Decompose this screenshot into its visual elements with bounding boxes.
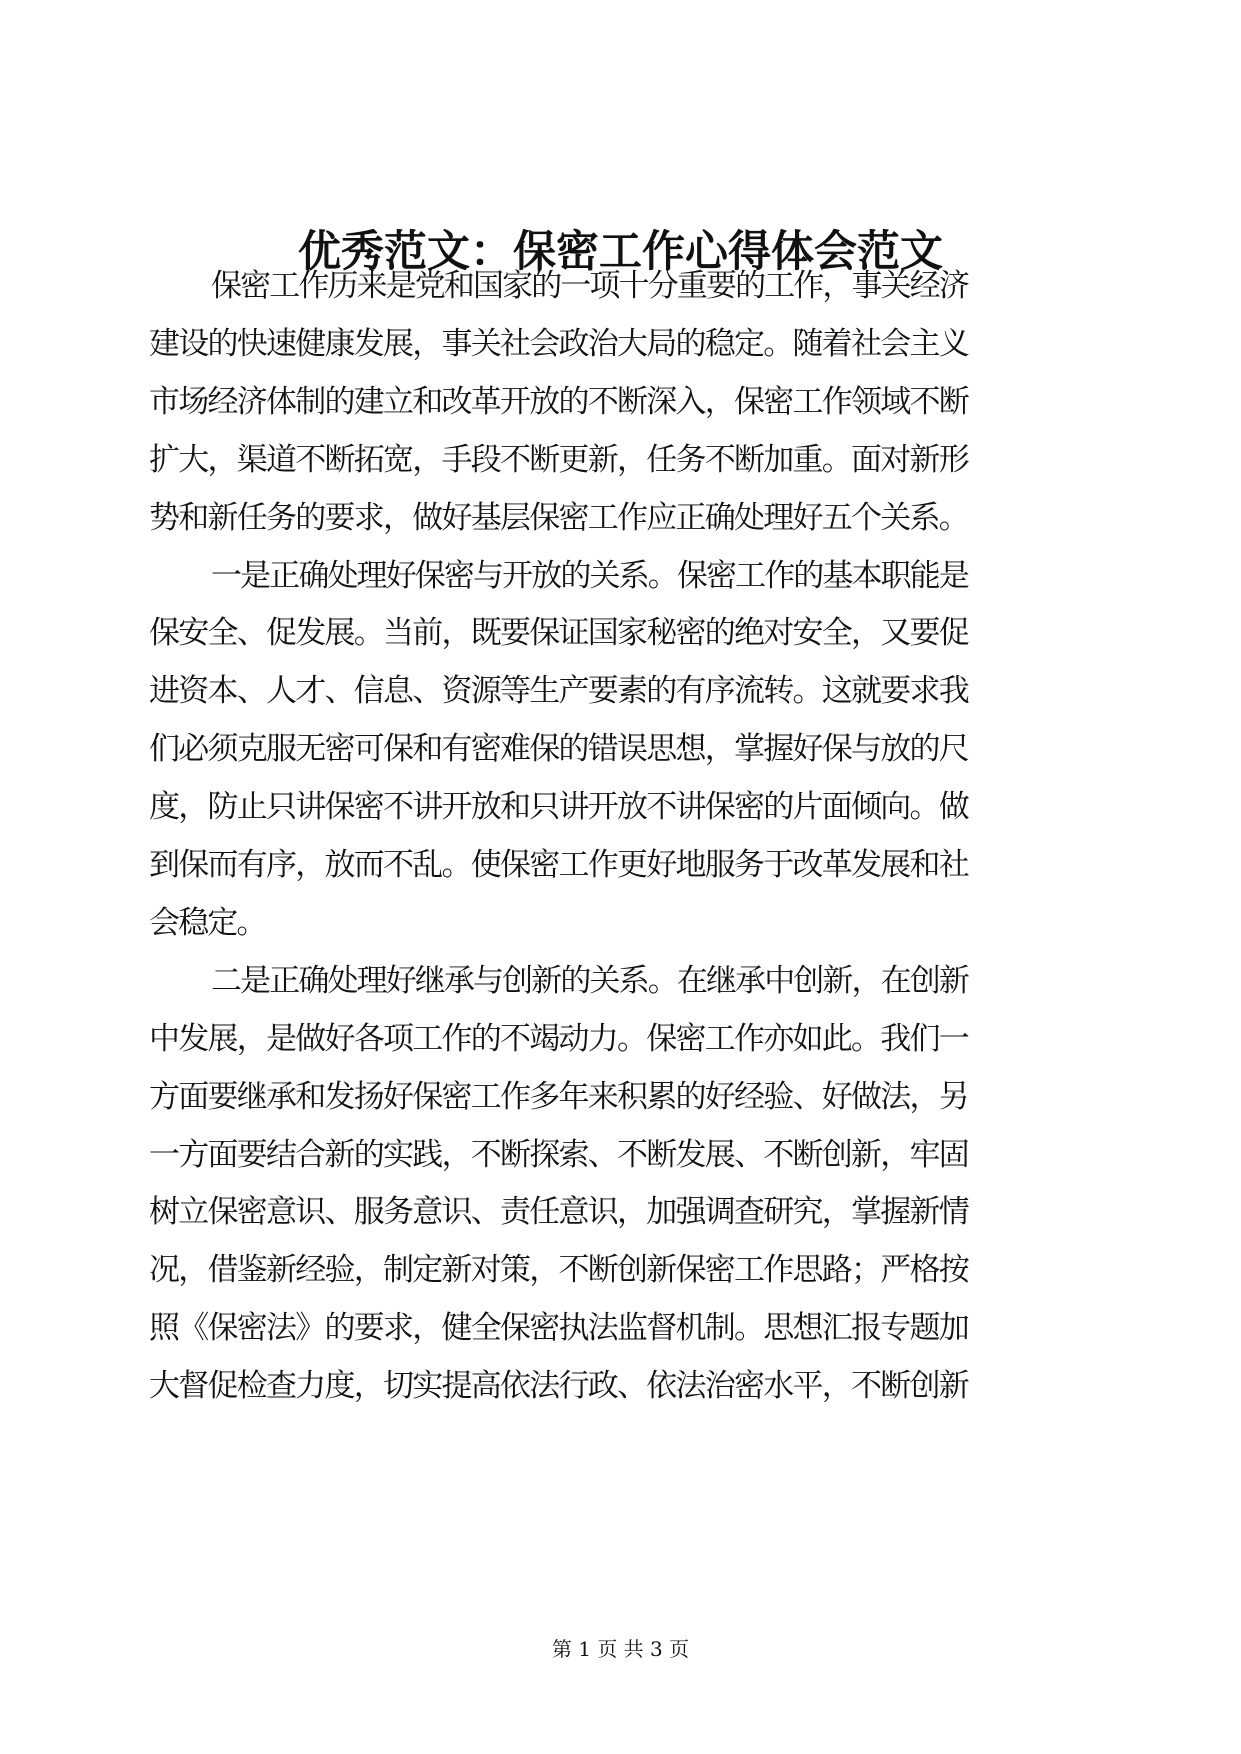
line-text: 保安全、促发展。当前，既要保证国家秘密的绝对安全，又要促 (149, 615, 968, 652)
paragraph-line (0, 1240, 1241, 1300)
line-text: 保密工作历来是党和国家的一项十分重要的工作，事关经济 (211, 268, 968, 304)
paragraph-line (0, 1182, 1241, 1242)
line-text: 们必须克服无密可保和有密难保的错误思想，掌握好保与放的尺 (149, 731, 968, 768)
line-text: 会稳定。 (149, 904, 266, 941)
line-text: 建设的快速健康发展，事关社会政治大局的稳定。随着社会主义 (149, 325, 968, 362)
paragraph-line (0, 1298, 1241, 1358)
paragraph-line (0, 893, 1241, 953)
paragraph-line (0, 256, 1241, 316)
paragraph-line (0, 430, 1241, 490)
line-text: 方面要继承和发扬好保密工作多年来积累的好经验、好做法，另 (149, 1078, 968, 1115)
line-text: 势和新任务的要求，做好基层保密工作应正确处理好五个关系。 (149, 499, 968, 536)
line-text: 树立保密意识、服务意识、责任意识，加强调查研究，掌握新情 (149, 1194, 968, 1231)
line-text: 度，防止只讲保密不讲开放和只讲开放不讲保密的片面倾向。做 (149, 789, 968, 826)
line-text: 中发展，是做好各项工作的不竭动力。保密工作亦如此。我们一 (149, 1020, 968, 1057)
paragraph-line (0, 777, 1241, 837)
line-text: 一是正确处理好保密与开放的关系。保密工作的基本职能是 (211, 557, 968, 594)
line-text: 扩大，渠道不断拓宽，手段不断更新，任务不断加重。面对新形 (149, 441, 968, 478)
line-text: 一方面要结合新的实践，不断探索、不断发展、不断创新，牢固 (149, 1136, 968, 1173)
paragraph-line (0, 488, 1241, 548)
paragraph-line (0, 835, 1241, 895)
line-text: 二是正确处理好继承与创新的关系。在继承中创新，在创新 (211, 962, 968, 999)
paragraph-line (0, 1009, 1241, 1069)
document-title: 优秀范文：保密工作心得体会范文 (298, 227, 943, 277)
paragraph-line (0, 661, 1241, 721)
paragraph-line (0, 372, 1241, 432)
paragraph-line (0, 1125, 1241, 1185)
line-text: 照《保密法》的要求，健全保密执法监督机制。思想汇报专题加 (149, 1310, 968, 1347)
paragraph-line (0, 951, 1241, 1011)
line-text: 况，借鉴新经验，制定新对策，不断创新保密工作思路；严格按 (149, 1252, 968, 1289)
paragraph-line (0, 603, 1241, 663)
paragraph-line (0, 719, 1241, 779)
paragraph-line (0, 546, 1241, 606)
line-text: 进资本、人才、信息、资源等生产要素的有序流转。这就要求我 (149, 673, 968, 710)
paragraph-line (0, 314, 1241, 374)
line-text: 大督促检查力度，切实提高依法行政、依法治密水平，不断创新 (149, 1368, 968, 1405)
line-text: 市场经济体制的建立和改革开放的不断深入，保密工作领域不断 (149, 383, 968, 420)
paragraph-line (0, 1356, 1241, 1416)
line-text: 到保而有序，放而不乱。使保密工作更好地服务于改革发展和社 (149, 847, 968, 883)
page-footer: 第 1 页 共 3 页 (551, 1637, 690, 1661)
paragraph-line (0, 1067, 1241, 1127)
